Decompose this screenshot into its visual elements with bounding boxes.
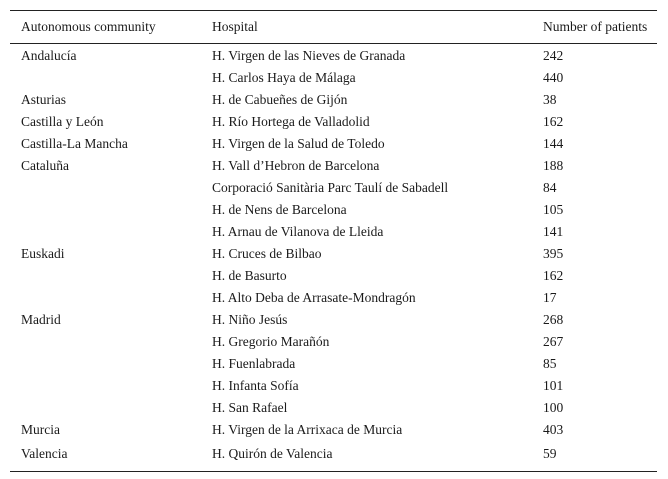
patients-cell: 162: [543, 268, 564, 283]
hospital-cell: H. Arnau de Vilanova de Lleida: [212, 224, 384, 239]
table-row: [10, 155, 657, 177]
patients-cell: 395: [543, 246, 564, 261]
table-row: [10, 419, 657, 441]
table-row: [10, 67, 657, 89]
community-cell: Valencia: [21, 446, 68, 461]
hospital-cell: H. Quirón de Valencia: [212, 446, 333, 461]
table-row: [10, 353, 657, 375]
table-row: [10, 111, 657, 133]
hospital-cell: H. Carlos Haya de Málaga: [212, 70, 356, 85]
table-row: [10, 44, 657, 68]
table-row: [10, 133, 657, 155]
hospital-cell: H. Vall d’Hebron de Barcelona: [212, 158, 380, 173]
community-cell: Andalucía: [21, 48, 77, 63]
patients-cell: 105: [543, 202, 564, 217]
table-row: [10, 265, 657, 287]
community-cell: [10, 221, 201, 243]
patients-cell: 267: [543, 334, 564, 349]
community-cell: [10, 67, 201, 89]
hospital-cell: H. Río Hortega de Valladolid: [212, 114, 370, 129]
hospital-cell: H. Alto Deba de Arrasate-Mondragón: [212, 290, 416, 305]
hospitals-table-container: [10, 10, 657, 472]
hospital-cell: H. de Cabueñes de Gijón: [212, 92, 348, 107]
hospital-cell: H. San Rafael: [212, 400, 288, 415]
table-row: [10, 177, 657, 199]
patients-cell: 242: [543, 48, 564, 63]
table-row: [10, 375, 657, 397]
patients-cell: 85: [543, 356, 557, 371]
hospital-cell: H. Niño Jesús: [212, 312, 288, 327]
community-cell: Cataluña: [21, 158, 69, 173]
community-cell: Castilla y León: [21, 114, 104, 129]
table-row: [10, 441, 657, 472]
table-body: [10, 44, 657, 472]
hospital-cell: H. Fuenlabrada: [212, 356, 296, 371]
hospital-cell: H. Virgen de la Salud de Toledo: [212, 136, 385, 151]
hospital-cell: H. de Basurto: [212, 268, 287, 283]
hospital-cell: H. Virgen de la Arrixaca de Murcia: [212, 422, 403, 437]
community-cell: Asturias: [21, 92, 66, 107]
hospital-cell: Corporació Sanitària Parc Taulí de Sabadell: [212, 180, 449, 195]
community-cell: [10, 199, 201, 221]
community-cell: [10, 265, 201, 287]
community-cell: [10, 397, 201, 419]
table-row: [10, 397, 657, 419]
community-cell: [10, 331, 201, 353]
hospital-cell: H. Infanta Sofía: [212, 378, 299, 393]
community-cell: [10, 177, 201, 199]
hospital-cell: H. de Nens de Barcelona: [212, 202, 347, 217]
hospital-cell: H. Cruces de Bilbao: [212, 246, 322, 261]
patients-cell: 84: [543, 180, 557, 195]
patients-cell: 38: [543, 92, 557, 107]
patients-cell: 188: [543, 158, 564, 173]
header-community: Autonomous community: [21, 19, 156, 34]
table-row: [10, 199, 657, 221]
community-cell: Murcia: [21, 422, 60, 437]
table-row: [10, 331, 657, 353]
community-cell: Euskadi: [21, 246, 65, 261]
patients-cell: 440: [543, 70, 564, 85]
hospitals-table: [10, 10, 657, 472]
header-row: [10, 11, 657, 44]
community-cell: [10, 375, 201, 397]
patients-cell: 141: [543, 224, 564, 239]
table-row: [10, 287, 657, 309]
patients-cell: 59: [543, 446, 557, 461]
header-hospital: Hospital: [212, 19, 258, 34]
table-row: [10, 221, 657, 243]
patients-cell: 268: [543, 312, 564, 327]
patients-cell: 162: [543, 114, 564, 129]
community-cell: Castilla-La Mancha: [21, 136, 128, 151]
hospital-cell: H. Virgen de las Nieves de Granada: [212, 48, 406, 63]
table-header: [10, 11, 657, 44]
table-row: [10, 309, 657, 331]
community-cell: [10, 287, 201, 309]
patients-cell: 17: [543, 290, 557, 305]
hospital-cell: H. Gregorio Marañón: [212, 334, 330, 349]
header-patients: Number of patients: [543, 19, 648, 34]
patients-cell: 144: [543, 136, 564, 151]
community-cell: [10, 353, 201, 375]
patients-cell: 403: [543, 422, 564, 437]
table-row: [10, 243, 657, 265]
table-row: [10, 89, 657, 111]
patients-cell: 100: [543, 400, 564, 415]
patients-cell: 101: [543, 378, 564, 393]
community-cell: Madrid: [21, 312, 61, 327]
